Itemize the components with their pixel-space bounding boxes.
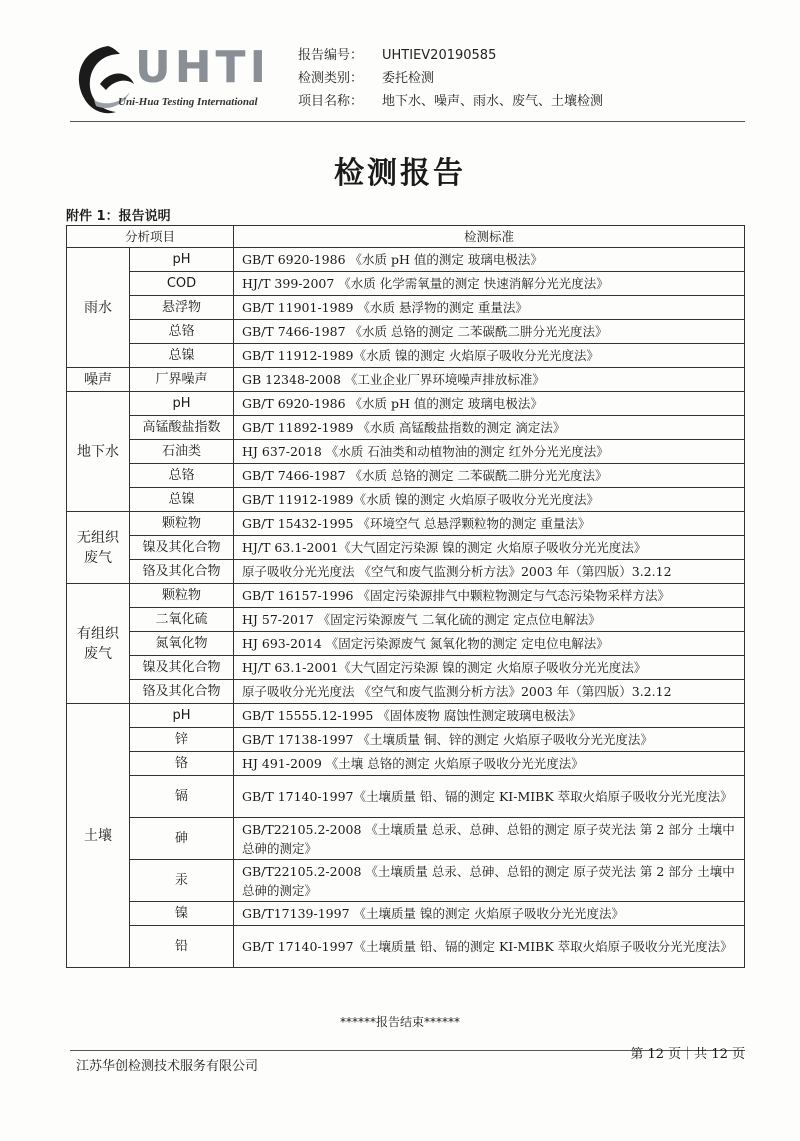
category-cell: 无组织 废气 <box>67 512 130 584</box>
category-cell: 土壤 <box>67 704 130 968</box>
item-cell: 镍 <box>130 902 234 926</box>
table-row <box>67 272 745 296</box>
table-header-row <box>67 226 745 248</box>
meta-row <box>298 67 603 90</box>
standard-cell: HJ 491-2009 《土壤 总铬的测定 火焰原子吸收分光光度法》 <box>234 752 745 776</box>
logo-swirl-icon <box>70 40 140 120</box>
standard-cell: GB/T22105.2-2008 《土壤质量 总汞、总砷、总铅的测定 原子荧光法 第 2 部分 土壤中总砷的测定》 <box>234 818 745 860</box>
standard-cell: GB/T 11892-1989 《水质 高锰酸盐指数的测定 滴定法》 <box>234 416 745 440</box>
item-cell: pH <box>130 392 234 416</box>
item-cell: 二氧化硫 <box>130 608 234 632</box>
table-row <box>67 860 745 902</box>
item-cell: 悬浮物 <box>130 296 234 320</box>
standard-cell: HJ/T 399-2007 《水质 化学需氧量的测定 快速消解分光光度法》 <box>234 272 745 296</box>
report-meta <box>298 44 603 113</box>
item-cell: 锌 <box>130 728 234 752</box>
header-divider <box>70 121 745 122</box>
category-cell: 雨水 <box>67 248 130 368</box>
table-row <box>67 368 745 392</box>
table-row <box>67 464 745 488</box>
category-cell: 噪声 <box>67 368 130 392</box>
item-cell: 镉 <box>130 776 234 818</box>
table-row <box>67 584 745 608</box>
table-row <box>67 728 745 752</box>
meta-label: 报告编号： <box>298 48 364 63</box>
table-row <box>67 344 745 368</box>
item-cell: 汞 <box>130 860 234 902</box>
standards-table <box>66 225 745 968</box>
meta-label: 项目名称： <box>298 94 364 109</box>
item-cell: 砷 <box>130 818 234 860</box>
logo-subtitle: Uni-Hua Testing International <box>118 96 258 108</box>
standard-cell: 原子吸收分光光度法 《空气和废气监测分析方法》2003 年（第四版）3.2.12 <box>234 680 745 704</box>
table-row <box>67 608 745 632</box>
item-cell: pH <box>130 248 234 272</box>
report-end-marker: ******报告结束****** <box>339 1015 460 1029</box>
footer-page-number: 第 12 页｜共 12 页 <box>630 1047 745 1062</box>
col-header-standard: 检测标准 <box>234 226 745 248</box>
standard-cell: GB/T 6920-1986 《水质 pH 值的测定 玻璃电极法》 <box>234 392 745 416</box>
table-row <box>67 704 745 728</box>
standard-cell: HJ/T 63.1-2001《大气固定污染源 镍的测定 火焰原子吸收分光光度法》 <box>234 536 745 560</box>
item-cell: 镍及其化合物 <box>130 536 234 560</box>
item-cell: pH <box>130 704 234 728</box>
attachment-label: 附件 1：报告说明 <box>66 209 171 224</box>
table-row <box>67 680 745 704</box>
table-row <box>67 416 745 440</box>
standard-cell: GB/T 6920-1986 《水质 pH 值的测定 玻璃电极法》 <box>234 248 745 272</box>
meta-row <box>298 90 603 113</box>
item-cell: 高锰酸盐指数 <box>130 416 234 440</box>
item-cell: 总镍 <box>130 344 234 368</box>
category-cell: 有组织 废气 <box>67 584 130 704</box>
page-title: 检测报告 <box>334 156 466 191</box>
table-row <box>67 560 745 584</box>
table-row <box>67 320 745 344</box>
table-row <box>67 296 745 320</box>
table-row <box>67 440 745 464</box>
standard-cell: HJ 637-2018 《水质 石油类和动植物油的测定 红外分光光度法》 <box>234 440 745 464</box>
item-cell: 总铬 <box>130 320 234 344</box>
item-cell: 总镍 <box>130 488 234 512</box>
standard-cell: HJ 693-2014 《固定污染源废气 氮氧化物的测定 定电位电解法》 <box>234 632 745 656</box>
standard-cell: GB/T 7466-1987 《水质 总铬的测定 二苯碳酰二肼分光光度法》 <box>234 464 745 488</box>
table-row <box>67 488 745 512</box>
standard-cell: GB/T 11912-1989《水质 镍的测定 火焰原子吸收分光光度法》 <box>234 488 745 512</box>
table-row <box>67 926 745 968</box>
item-cell: 铅 <box>130 926 234 968</box>
item-cell: 总铬 <box>130 464 234 488</box>
item-cell: 厂界噪声 <box>130 368 234 392</box>
table-row <box>67 818 745 860</box>
table-row <box>67 392 745 416</box>
meta-row <box>298 44 603 67</box>
col-header-item: 分析项目 <box>67 226 234 248</box>
standard-cell: GB/T 17138-1997 《土壤质量 铜、锌的测定 火焰原子吸收分光光度法》 <box>234 728 745 752</box>
standard-cell: GB 12348-2008 《工业企业厂界环境噪声排放标准》 <box>234 368 745 392</box>
item-cell: 石油类 <box>130 440 234 464</box>
footer-company: 江苏华创检测技术服务有限公司 <box>76 1059 259 1074</box>
meta-label: 检测类别： <box>298 71 364 86</box>
item-cell: 镍及其化合物 <box>130 656 234 680</box>
category-cell: 地下水 <box>67 392 130 512</box>
meta-value: 地下水、噪声、雨水、废气、土壤检测 <box>382 94 604 109</box>
item-cell: COD <box>130 272 234 296</box>
table-row <box>67 902 745 926</box>
meta-value: 委托检测 <box>382 71 435 86</box>
standard-cell: GB/T17139-1997 《土壤质量 镍的测定 火焰原子吸收分光光度法》 <box>234 902 745 926</box>
item-cell: 铬 <box>130 752 234 776</box>
standard-cell: GB/T 16157-1996 《固定污染源排气中颗粒物测定与气态污染物采样方法》 <box>234 584 745 608</box>
table-row <box>67 632 745 656</box>
item-cell: 颗粒物 <box>130 512 234 536</box>
table-row <box>67 752 745 776</box>
item-cell: 铬及其化合物 <box>130 680 234 704</box>
standard-cell: GB/T 11901-1989 《水质 悬浮物的测定 重量法》 <box>234 296 745 320</box>
standard-cell: GB/T 7466-1987 《水质 总铬的测定 二苯碳酰二肼分光光度法》 <box>234 320 745 344</box>
standard-cell: 原子吸收分光光度法 《空气和废气监测分析方法》2003 年（第四版）3.2.12 <box>234 560 745 584</box>
table-row <box>67 776 745 818</box>
item-cell: 铬及其化合物 <box>130 560 234 584</box>
table-row <box>67 536 745 560</box>
standard-cell: GB/T 11912-1989《水质 镍的测定 火焰原子吸收分光光度法》 <box>234 344 745 368</box>
standard-cell: GB/T 17140-1997《土壤质量 铅、镉的测定 KI-MIBK 萃取火焰原子吸收分光光度法》 <box>234 776 745 818</box>
table-row <box>67 656 745 680</box>
logo-wordmark: UHTI <box>135 42 270 93</box>
meta-value: UHTIEV20190585 <box>382 48 497 63</box>
table-row <box>67 512 745 536</box>
item-cell: 颗粒物 <box>130 584 234 608</box>
standard-cell: GB/T22105.2-2008 《土壤质量 总汞、总砷、总铅的测定 原子荧光法 第 2 部分 土壤中总砷的测定》 <box>234 860 745 902</box>
standard-cell: GB/T 17140-1997《土壤质量 铅、镉的测定 KI-MIBK 萃取火焰原子吸收分光光度法》 <box>234 926 745 968</box>
standard-cell: GB/T 15555.12-1995 《固体废物 腐蚀性测定玻璃电极法》 <box>234 704 745 728</box>
item-cell: 氮氧化物 <box>130 632 234 656</box>
standard-cell: GB/T 15432-1995 《环境空气 总悬浮颗粒物的测定 重量法》 <box>234 512 745 536</box>
standard-cell: HJ 57-2017 《固定污染源废气 二氧化硫的测定 定点位电解法》 <box>234 608 745 632</box>
table-row <box>67 248 745 272</box>
standard-cell: HJ/T 63.1-2001《大气固定污染源 镍的测定 火焰原子吸收分光光度法》 <box>234 656 745 680</box>
